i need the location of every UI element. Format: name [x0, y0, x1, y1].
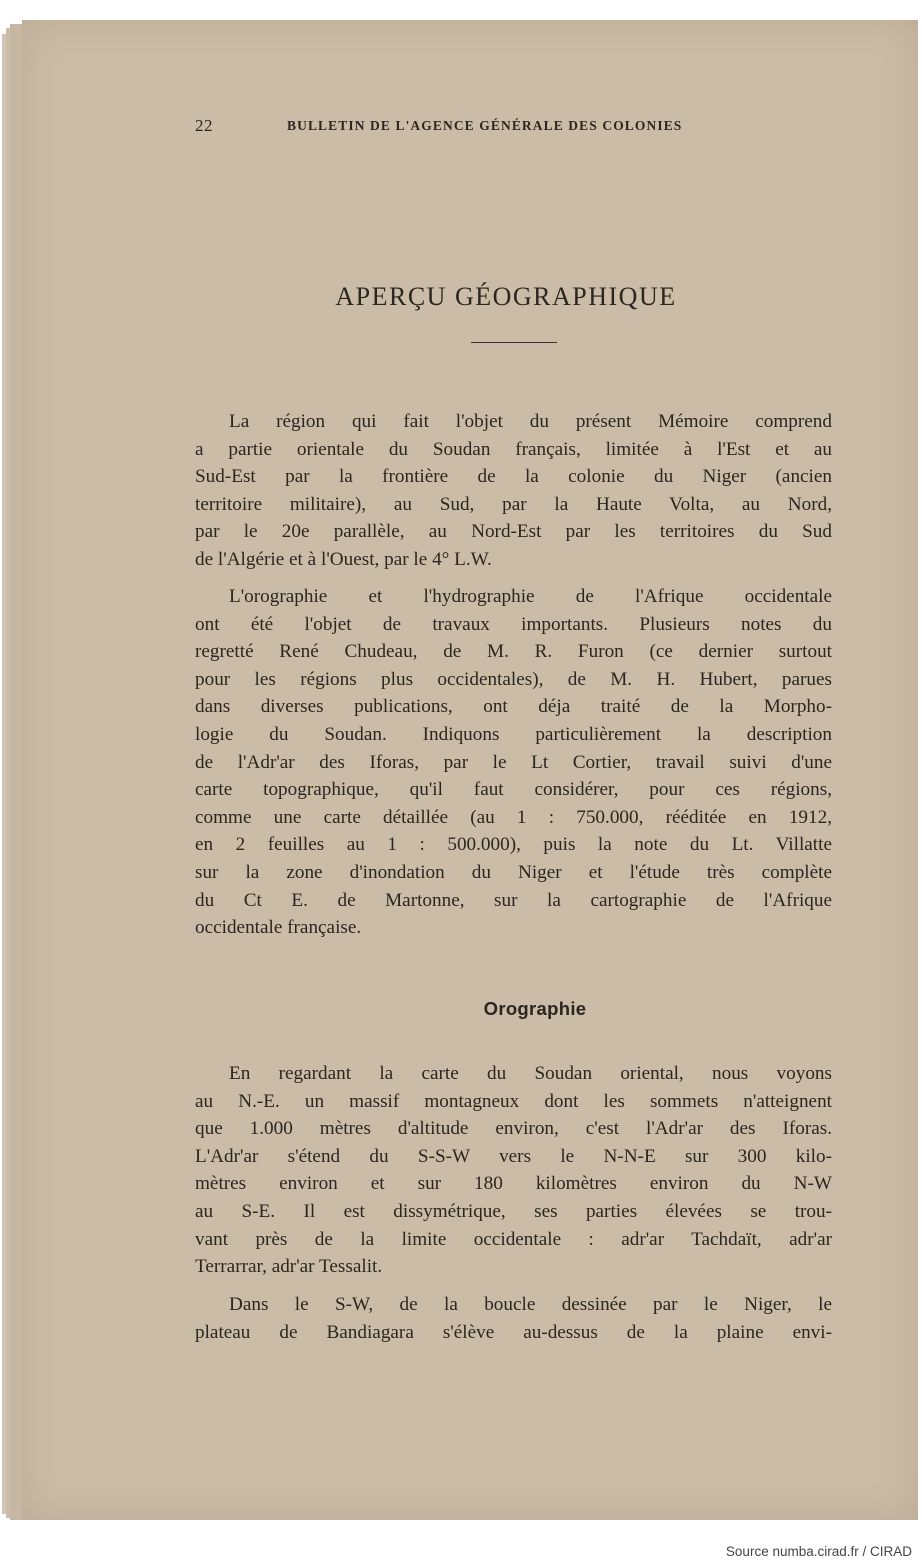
text-line: du Ct E. de Martonne, sur la cartographie de l'Afrique — [195, 889, 832, 911]
text-line: au N.-E. un massif montagneux dont les sommets n'atteignent — [195, 1090, 832, 1112]
document-page — [22, 20, 918, 1520]
paragraph-orographie-2 — [195, 1291, 832, 1346]
text-line: carte topographique, qu'il faut considérer, pour ces régions, — [195, 779, 832, 801]
text-line: La région qui fait l'objet du présent Mémoire comprend — [229, 411, 832, 432]
text-line: territoire militaire), au Sud, par la Haute Volta, au Nord, — [195, 493, 832, 515]
text-line: vant près de la limite occidentale : adr'ar Tachdaït, adr'ar — [195, 1228, 832, 1250]
paragraph-intro-1 — [195, 408, 832, 574]
section-heading-orographie: Orographie — [483, 998, 587, 1019]
text-line: pour les régions plus occidentales), de M. H. Hubert, parues — [195, 668, 832, 690]
text-line: en 2 feuilles au 1 : 500.000), puis la note du Lt. Villatte — [195, 834, 832, 856]
text-line: de l'Adr'ar des Iforas, par le Lt Cortier, travail suivi d'une — [195, 751, 832, 773]
text-line: Dans le S-W, de la boucle dessinée par le Niger, le — [229, 1294, 832, 1315]
text-line: Terrarrar, adr'ar Tessalit. — [195, 1256, 383, 1278]
text-line: mètres environ et sur 180 kilomètres environ du N-W — [195, 1173, 832, 1195]
text-line: dans diverses publications, ont déja traité de la Morpho- — [195, 696, 832, 718]
text-line: ont été l'objet de travaux importants. Plusieurs notes du — [195, 613, 832, 635]
running-head — [195, 116, 735, 136]
text-line: occidentale française. — [195, 917, 362, 939]
text-line: L'Adr'ar s'étend du S-S-W vers le N-N-E sur 300 kilo- — [195, 1145, 832, 1167]
title-divider — [471, 342, 557, 343]
page-number: 22 — [195, 116, 213, 135]
running-head-title: BULLETIN DE L'AGENCE GÉNÉRALE DES COLONIES — [287, 118, 683, 133]
paragraph-intro-2 — [195, 583, 832, 942]
text-line: L'orographie et l'hydrographie de l'Afrique occidentale — [229, 586, 832, 607]
text-line: que 1.000 mètres d'altitude environ, c'est l'Adr'ar des Iforas. — [195, 1118, 832, 1140]
paragraph-orographie-1 — [195, 1060, 832, 1281]
text-line: En regardant la carte du Soudan oriental, nous voyons — [229, 1063, 832, 1084]
text-line: comme une carte détaillée (au 1 : 750.000, rééditée en 1912, — [195, 806, 832, 828]
text-line: de l'Algérie et à l'Ouest, par le 4° L.W. — [195, 548, 492, 570]
text-line: regretté René Chudeau, de M. R. Furon (ce dernier surtout — [195, 641, 832, 663]
text-line: sur la zone d'inondation du Niger et l'étude très complète — [195, 861, 832, 883]
text-line: a partie orientale du Soudan français, limitée à l'Est et au — [195, 438, 832, 460]
text-line: par le 20e parallèle, au Nord-Est par les territoires du Sud — [195, 521, 832, 543]
text-line: logie du Soudan. Indiquons particulièrement la description — [195, 723, 832, 745]
text-line: Sud-Est par la frontière de la colonie du Niger (ancien — [195, 466, 832, 488]
text-line: plateau de Bandiagara s'élève au-dessus de la plaine envi- — [195, 1321, 832, 1343]
article-title: APERÇU GÉOGRAPHIQUE — [335, 282, 677, 311]
source-credit: Source numba.cirad.fr / CIRAD — [725, 1544, 912, 1559]
text-line: au S-E. Il est dissymétrique, ses parties élevées se trou- — [195, 1200, 832, 1222]
